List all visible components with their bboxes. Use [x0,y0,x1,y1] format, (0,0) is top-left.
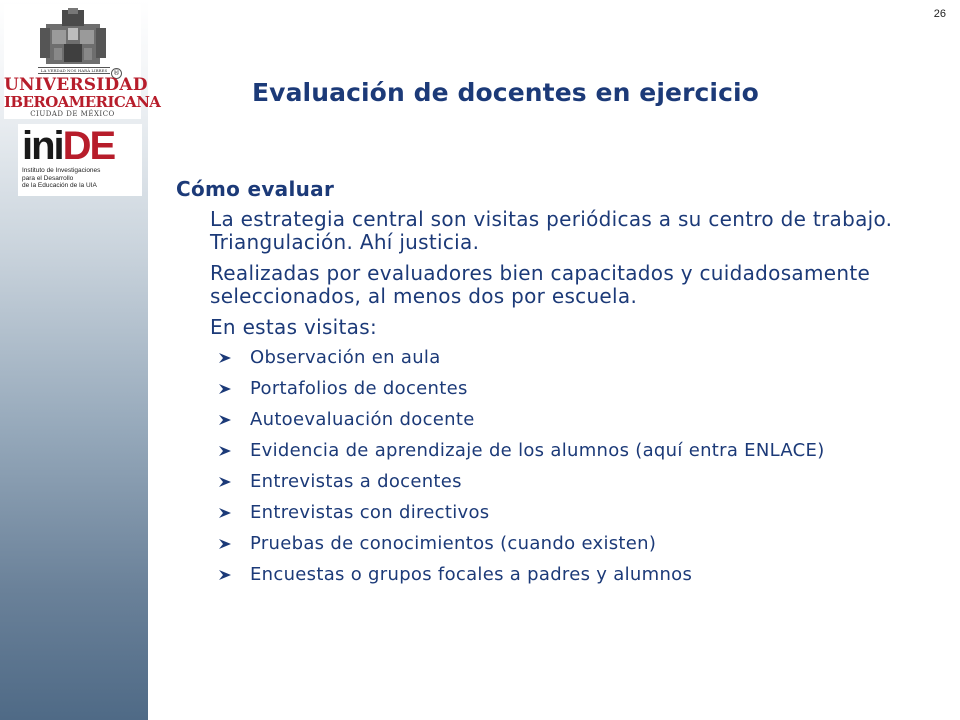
list-item [218,502,906,523]
list-item-text: Entrevistas con directivos [250,502,490,523]
visit-activities-list [218,347,906,585]
paragraph-visits-intro: En estas visitas: [210,315,377,339]
arrow-bullet-icon [218,351,234,365]
list-item-text: Entrevistas a docentes [250,471,462,492]
list-item [218,409,906,430]
inide-subtitle-line1: Instituto de Investigaciones [22,167,101,174]
university-crest-icon [38,8,108,66]
arrow-bullet-icon [218,444,234,458]
universidad-iberoamericana-logo [4,4,161,119]
arrow-bullet-icon [218,475,234,489]
uia-name-line2: IBEROAMERICANA [4,93,161,111]
sidebar-gradient [0,0,161,720]
paragraph-strategy: La estrategia central son visitas periódicas a su centro de trabajo. Triangulación. Ahí justicia. [210,207,893,254]
list-item-text: Evidencia de aprendizaje de los alumnos (aquí entra ENLACE) [250,440,825,461]
list-item [218,533,906,554]
list-item-text: Observación en aula [250,347,441,368]
list-item [218,347,906,368]
inide-logo [18,124,142,196]
list-item [218,564,906,585]
inide-subtitle-line2: para el Desarrollo [22,174,74,182]
list-item [218,471,906,492]
list-item [218,378,906,399]
slide-content [176,176,906,595]
arrow-bullet-icon [218,506,234,520]
arrow-bullet-icon [218,413,234,427]
list-item-text: Autoevaluación docente [250,409,475,430]
inide-wordmark-part1: ini [22,124,63,168]
list-item [218,440,906,461]
inide-subtitle-line3: de la Educación de la UIA [22,182,97,189]
section-heading: Cómo evaluar [176,177,335,201]
inide-wordmark-part2: DE [62,124,115,168]
inide-wordmark [22,124,115,168]
list-item-text: Encuestas o grupos focales a padres y alumnos [250,564,693,585]
arrow-bullet-icon [218,568,234,582]
uia-name-line3: CIUDAD DE MÉXICO [30,110,115,118]
slide-title: Evaluación de docentes en ejercicio [252,78,759,107]
uia-name-line1: UNIVERSIDAD [4,75,148,95]
inide-subtitle [22,167,140,190]
paragraph-evaluators: Realizadas por evaluadores bien capacitados y cuidadosamente seleccionados, al menos dos por escuela. [210,261,871,308]
slide-number: 26 [933,8,946,20]
arrow-bullet-icon [218,537,234,551]
list-item-text: Pruebas de conocimientos (cuando existen) [250,533,657,554]
list-item-text: Portafolios de docentes [250,378,468,399]
arrow-bullet-icon [218,382,234,396]
crest-motto-banner: LA VERDAD NOS HARÁ LIBRES [38,67,110,74]
registered-mark: ® [113,69,120,77]
